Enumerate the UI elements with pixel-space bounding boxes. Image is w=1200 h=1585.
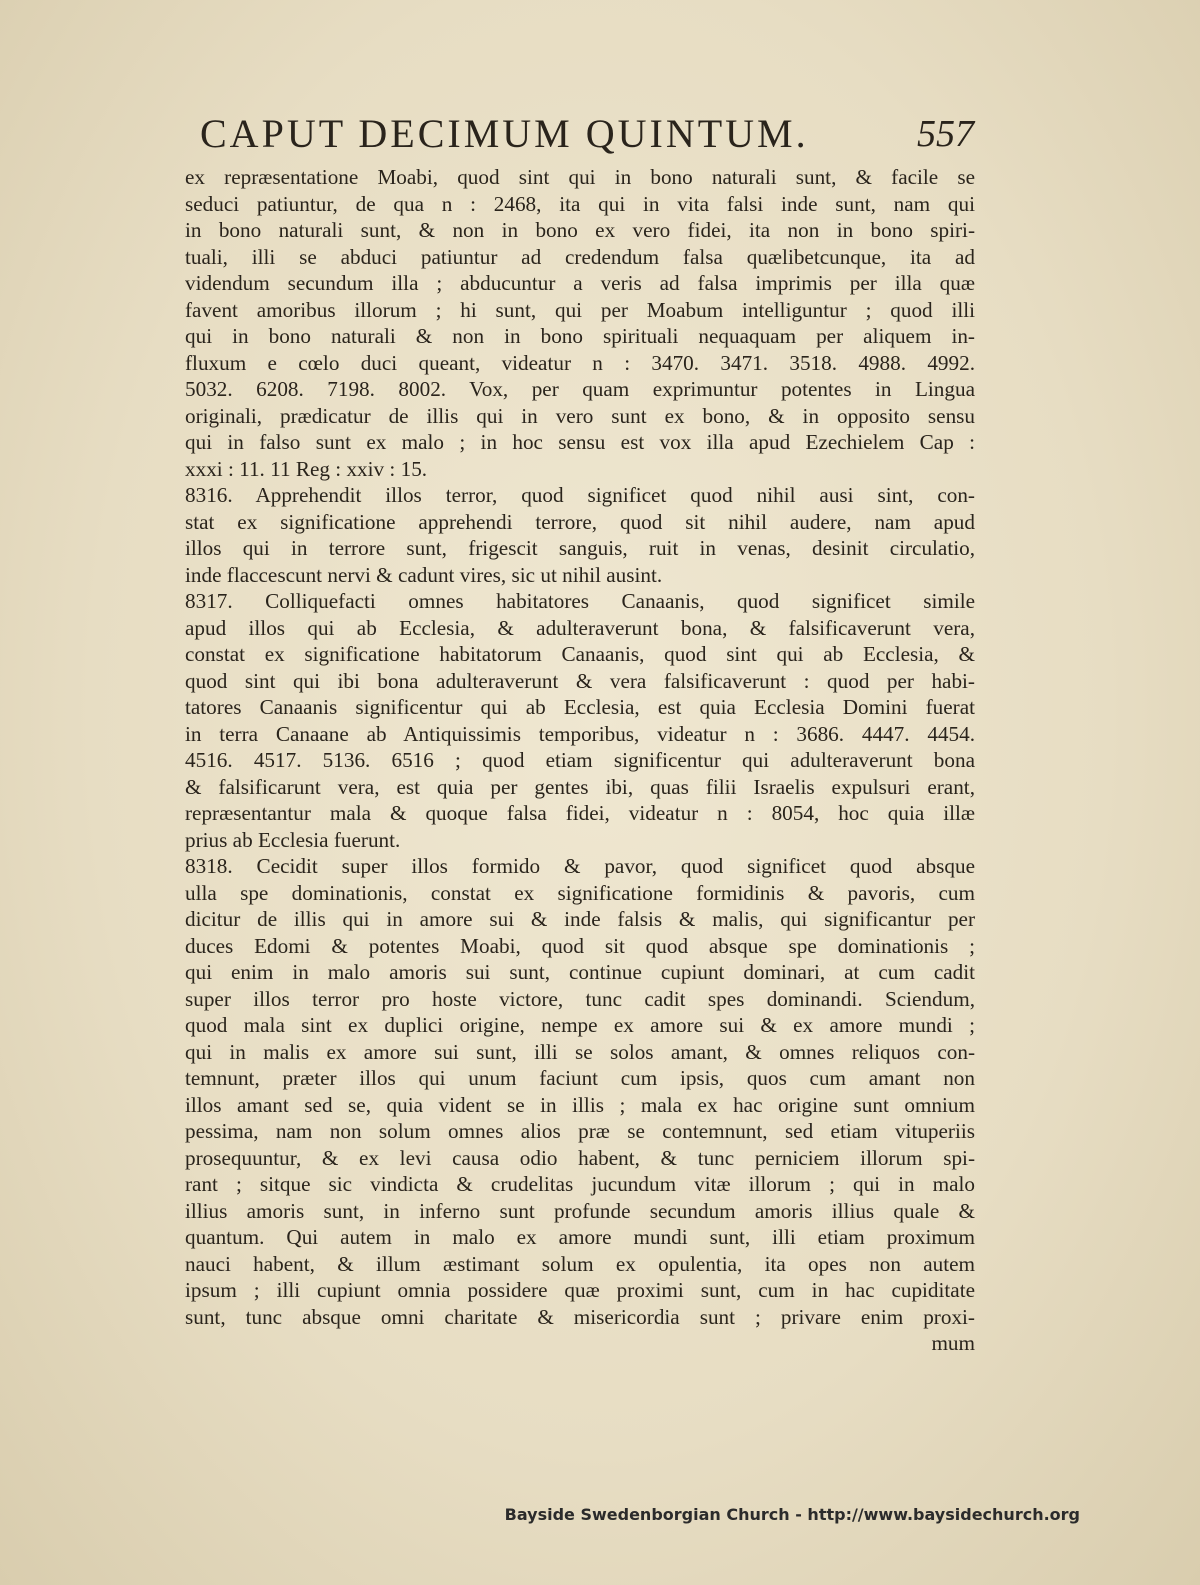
- text-line: ex repræsentatione Moabi, quod sint qui in bono naturali sunt, & facile se: [185, 165, 975, 189]
- text-line: sunt, tunc absque omni charitate & misericordia sunt ; privare enim proxi-: [185, 1304, 975, 1329]
- text-line: quantum. Qui autem in malo ex amore mundi sunt, illi etiam proximum: [185, 1225, 975, 1249]
- text-line: inde flaccescunt nervi & cadunt vires, sic ut nihil ausint.: [185, 562, 663, 587]
- text-line: duces Edomi & potentes Moabi, quod sit quod absque spe dominationis ;: [185, 933, 975, 958]
- text-line: temnunt, præter illos qui unum faciunt cum ipsis, quos cum amant non: [185, 1066, 975, 1090]
- text-line: originali, prædicatur de illis qui in vero sunt ex bono, & in opposito sensu: [185, 403, 975, 428]
- text-line: videndum secundum illa ; abducuntur a veris ad falsa imprimis per illa quæ: [185, 271, 975, 295]
- text-line: quod sint qui ibi bona adulteraverunt & vera falsificaverunt : quod per habi-: [185, 668, 975, 693]
- text-line: xxxi : 11. 11 Reg : xxiv : 15.: [185, 456, 428, 481]
- text-line: pessima, nam non solum omnes alios præ se contemnunt, sed etiam vituperiis: [185, 1119, 975, 1143]
- text-line: prius ab Ecclesia fuerunt.: [185, 827, 401, 852]
- text-line: illos qui in terrore sunt, frigescit sanguis, ruit in venas, desinit circulatio,: [185, 536, 975, 560]
- text-line: repræsentantur mala & quoque falsa fidei, videatur n : 8054, hoc quia illæ: [185, 801, 975, 825]
- text-line: rant ; sitque sic vindicta & crudelitas jucundum vitæ illorum ; qui in malo: [185, 1172, 975, 1196]
- text-line: favent amoribus illorum ; hi sunt, qui per Moabum intelliguntur ; quod illi: [185, 297, 975, 322]
- text-line: illos amant sed se, quia vident se in illis ; mala ex hac origine sunt omnium: [185, 1092, 975, 1117]
- text-line: 8316. Apprehendit illos terror, quod significet quod nihil ausi sint, con-: [185, 483, 975, 507]
- text-line: dicitur de illis qui in amore sui & inde falsis & malis, qui significantur per: [185, 907, 975, 931]
- page-header: [200, 108, 980, 168]
- text-line: & falsificarunt vera, est quia per gentes ibi, quas filii Israelis expulsuri erant,: [185, 774, 975, 799]
- text-line: constat ex significatione habitatorum Canaanis, quod sint qui ab Ecclesia, &: [185, 642, 975, 666]
- text-line: fluxum e cœlo duci queant, videatur n : 3470. 3471. 3518. 4988. 4992.: [185, 350, 975, 375]
- text-line: 8318. Cecidit super illos formido & pavor, quod significet quod absque: [185, 854, 975, 878]
- text-line: nauci habent, & illum æstimant solum ex opulentia, ita opes non autem: [185, 1251, 975, 1276]
- text-line: stat ex significatione apprehendi terrore, quod sit nihil audere, nam apud: [185, 509, 975, 534]
- text-line: tuali, illi se abduci patiuntur ad credendum falsa quælibetcunque, ita ad: [185, 244, 975, 269]
- text-line: illius amoris sunt, in inferno sunt profunde secundum amoris illius quale &: [185, 1198, 975, 1223]
- text-line: qui in falso sunt ex malo ; in hoc sensu est vox illa apud Ezechielem Cap :: [185, 430, 975, 454]
- page-number: 557: [917, 113, 974, 155]
- text-line: ipsum ; illi cupiunt omnia possidere quæ proximi sunt, cum in hac cupiditate: [185, 1278, 975, 1302]
- text-line: in terra Canaane ab Antiquissimis temporibus, videatur n : 3686. 4447. 4454.: [185, 721, 975, 746]
- text-line: apud illos qui ab Ecclesia, & adulteraverunt bona, & falsificaverunt vera,: [185, 615, 975, 640]
- text-line: 8317. Colliquefacti omnes habitatores Canaanis, quod significet simile: [185, 589, 975, 613]
- text-line: ulla spe dominationis, constat ex significatione formidinis & pavoris, cum: [185, 880, 975, 905]
- watermark-footer: Bayside Swedenborgian Church - http://www.baysidechurch.org: [504, 1505, 1080, 1524]
- text-line: tatores Canaanis significentur qui ab Ecclesia, est quia Ecclesia Domini fuerat: [185, 695, 975, 719]
- text-line: 5032. 6208. 7198. 8002. Vox, per quam exprimuntur potentes in Lingua: [185, 377, 975, 401]
- text-line: prosequuntur, & ex levi causa odio habent, & tunc perniciem illorum spi-: [185, 1145, 975, 1170]
- text-line: qui in malis ex amore sui sunt, illi se solos amant, & omnes reliquos con-: [185, 1039, 975, 1064]
- text-line: qui enim in malo amoris sui sunt, continue cupiunt dominari, at cum cadit: [185, 960, 975, 984]
- text-line: quod mala sint ex duplici origine, nempe ex amore sui & ex amore mundi ;: [185, 1013, 975, 1037]
- running-head-title: CAPUT DECIMUM QUINTUM.: [200, 111, 809, 156]
- text-line: qui in bono naturali & non in bono spirituali nequaquam per aliquem in-: [185, 324, 975, 348]
- text-line: mum: [931, 1331, 975, 1355]
- text-line: seduci patiuntur, de qua n : 2468, ita qui in vita falsi inde sunt, nam qui: [185, 191, 975, 216]
- text-line: super illos terror pro hoste victore, tunc cadit spes dominandi. Sciendum,: [185, 986, 975, 1011]
- text-line: 4516. 4517. 5136. 6516 ; quod etiam significentur qui adulteraverunt bona: [185, 748, 975, 772]
- text-line: in bono naturali sunt, & non in bono ex vero fidei, ita non in bono spiri-: [185, 218, 975, 242]
- body-text: [185, 164, 975, 1357]
